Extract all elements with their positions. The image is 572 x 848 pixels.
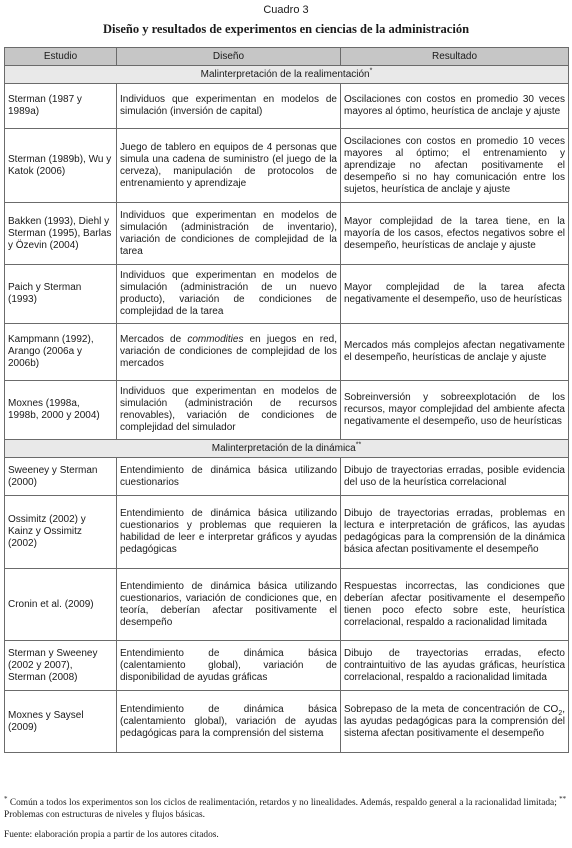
cell-diseno: Entendimiento de dinámica básica utilizando cuestionarios bbox=[117, 458, 341, 496]
footnote-mark: ** bbox=[559, 794, 567, 803]
cell-estudio: Sterman (1987 y 1989a) bbox=[5, 84, 117, 129]
cell-estudio: Cronin et al. (2009) bbox=[5, 569, 117, 641]
resultado-text: , las ayudas pedagógicas para la comprensión del sistema afectan positivamente el desempeño bbox=[344, 703, 565, 739]
cell-resultado: Dibujo de trayectorias erradas, posible evidencia del uso de la heurística correlacional bbox=[341, 458, 569, 496]
table-row bbox=[5, 265, 569, 324]
cell-resultado: Mercados más complejos afectan negativamente el desempeño, heurísticas de anclaje y ajuste bbox=[341, 324, 569, 381]
diseno-emphasis: commodities bbox=[187, 334, 244, 345]
table-row bbox=[5, 569, 569, 641]
cell-resultado: Dibujo de trayectorias erradas, problemas en lectura e interpretación de gráficos, las ayudas pedagógicas para la comprensión de la dinámica básica afectan positivamente el desempeño bbox=[341, 496, 569, 569]
section-label: Malinterpretación de la dinámica bbox=[211, 442, 356, 454]
table-title: Diseño y resultados de experimentos en ciencias de la administración bbox=[102, 22, 470, 36]
cell-estudio: Paich y Sterman (1993) bbox=[5, 265, 117, 324]
cell-resultado: Oscilaciones con costos en promedio 10 veces mayores al óptimo; el entrenamiento y aprendizaje no afectan positivamente el desempeño si no hay comunicación entre los sujetos, heurística de anclaje y ajuste bbox=[341, 129, 569, 203]
cell-diseno: Entendimiento de dinámica básica (calentamiento global), variación de disponibilidad de ayudas gráficas bbox=[117, 641, 341, 691]
co2-subscript: 2 bbox=[558, 709, 563, 717]
table-row bbox=[5, 129, 569, 203]
header-diseno: Diseño bbox=[117, 48, 341, 66]
header-row bbox=[5, 48, 569, 66]
source-note: Fuente: elaboración propia a partir de los autores citados. bbox=[4, 830, 219, 840]
cell-resultado: Dibujo de trayectorias erradas, efecto contraintuitivo de las ayudas gráficas, heurística correlacional, respaldo a racionalidad limitada bbox=[341, 641, 569, 691]
experiments-table bbox=[4, 47, 569, 753]
cell-resultado: Sobreinversión y sobreexplotación de los recursos, mayor complejidad del ambiente afecta negativamente el desempeño, uso de heurísticas bbox=[341, 381, 569, 440]
footnotes bbox=[4, 794, 568, 821]
footnote-text: Problemas con estructuras de niveles y flujos básicas. bbox=[4, 810, 205, 820]
table-row bbox=[5, 691, 569, 753]
cell-estudio: Sterman (1989b), Wu y Katok (2006) bbox=[5, 129, 117, 203]
cell-estudio: Ossimitz (2002) y Kainz y Ossimitz (2002) bbox=[5, 496, 117, 569]
cell-diseno: Entendimiento de dinámica básica (calentamiento global), variación de ayudas pedagógicas para la comprensión del sistema bbox=[117, 691, 341, 753]
table-row bbox=[5, 641, 569, 691]
table-row bbox=[5, 496, 569, 569]
section-row-realimentacion bbox=[5, 66, 569, 84]
cell-estudio: Moxnes y Saysel (2009) bbox=[5, 691, 117, 753]
section-row-dinamica bbox=[5, 440, 569, 458]
cell-resultado: Mayor complejidad de la tarea afecta negativamente el desempeño, uso de heurísticas bbox=[341, 265, 569, 324]
cell-resultado bbox=[341, 691, 569, 753]
cell-diseno: Individuos que experimentan en modelos de simulación (administración de inventario), variación de condiciones de complejidad de la tarea bbox=[117, 203, 341, 265]
section-label: Malinterpretación de la realimentación bbox=[200, 68, 370, 80]
section-mark: ** bbox=[355, 441, 362, 449]
cell-diseno: Individuos que experimentan en modelos de simulación (inversión de capital) bbox=[117, 84, 341, 129]
cell-diseno: Entendimiento de dinámica básica utilizando cuestionarios, variación de condiciones que, en teoría, deberían afectar positivamente el desempeño bbox=[117, 569, 341, 641]
section-heading bbox=[5, 66, 569, 84]
diseno-text: Mercados de bbox=[120, 334, 188, 345]
header-estudio: Estudio bbox=[5, 48, 117, 66]
section-heading bbox=[5, 440, 569, 458]
cell-diseno: Entendimiento de dinámica básica utilizando cuestionarios y problemas que requieren la habilidad de leer e interpretar gráficos y ayudas pedagógicas bbox=[117, 496, 341, 569]
cell-diseno: Individuos que experimentan en modelos de simulación (administración de recursos renovables), variación de condiciones de complejidad del simulador bbox=[117, 381, 341, 440]
section-mark: * bbox=[369, 67, 373, 75]
table-row bbox=[5, 84, 569, 129]
table-caption: Cuadro 3 bbox=[263, 4, 309, 16]
table-row bbox=[5, 203, 569, 265]
cell-estudio: Sweeney y Sterman (2000) bbox=[5, 458, 117, 496]
cell-estudio: Kampmann (1992), Arango (2006a y 2006b) bbox=[5, 324, 117, 381]
cell-estudio: Moxnes (1998a, 1998b, 2000 y 2004) bbox=[5, 381, 117, 440]
cell-resultado: Respuestas incorrectas, las condiciones que deberían afectar positivamente el desempeño tienen poco efecto sobre este, heurística correlacional, respaldo a racionalidad limitada bbox=[341, 569, 569, 641]
footnote-mark: * bbox=[4, 794, 8, 803]
cell-estudio: Bakken (1993), Diehl y Sterman (1995), Barlas y Özevin (2004) bbox=[5, 203, 117, 265]
diseno-text: en juegos en red, variación de condiciones de complejidad de los mercados bbox=[120, 334, 337, 369]
table-row bbox=[5, 458, 569, 496]
header-resultado: Resultado bbox=[341, 48, 569, 66]
cell-resultado: Mayor complejidad de la tarea tiene, en la mayoría de los casos, efectos negativos sobre el desempeño, heurísticas de anclaje y ajuste bbox=[341, 203, 569, 265]
cell-diseno: Juego de tablero en equipos de 4 personas que simula una cadena de suministro (el juego de la cerveza), manipulación de protocolos de entrenamiento y aprendizaje bbox=[117, 129, 341, 203]
table-row bbox=[5, 324, 569, 381]
cell-resultado: Oscilaciones con costos en promedio 30 veces mayores al óptimo, heurística de anclaje y ajuste bbox=[341, 84, 569, 129]
cell-diseno: Individuos que experimentan en modelos de simulación (administración de un nuevo producto), variación de condiciones de complejidad de la tarea bbox=[117, 265, 341, 324]
cell-diseno bbox=[117, 324, 341, 381]
cell-estudio: Sterman y Sweeney (2002 y 2007), Sterman (2008) bbox=[5, 641, 117, 691]
resultado-text: Sobrepaso de la meta de concentración de CO bbox=[344, 703, 559, 715]
footnote-text: Común a todos los experimentos son los ciclos de realimentación, retardos y no linealidades. Además, respaldo general a la racionalidad limitada; bbox=[7, 798, 560, 808]
table-row bbox=[5, 381, 569, 440]
